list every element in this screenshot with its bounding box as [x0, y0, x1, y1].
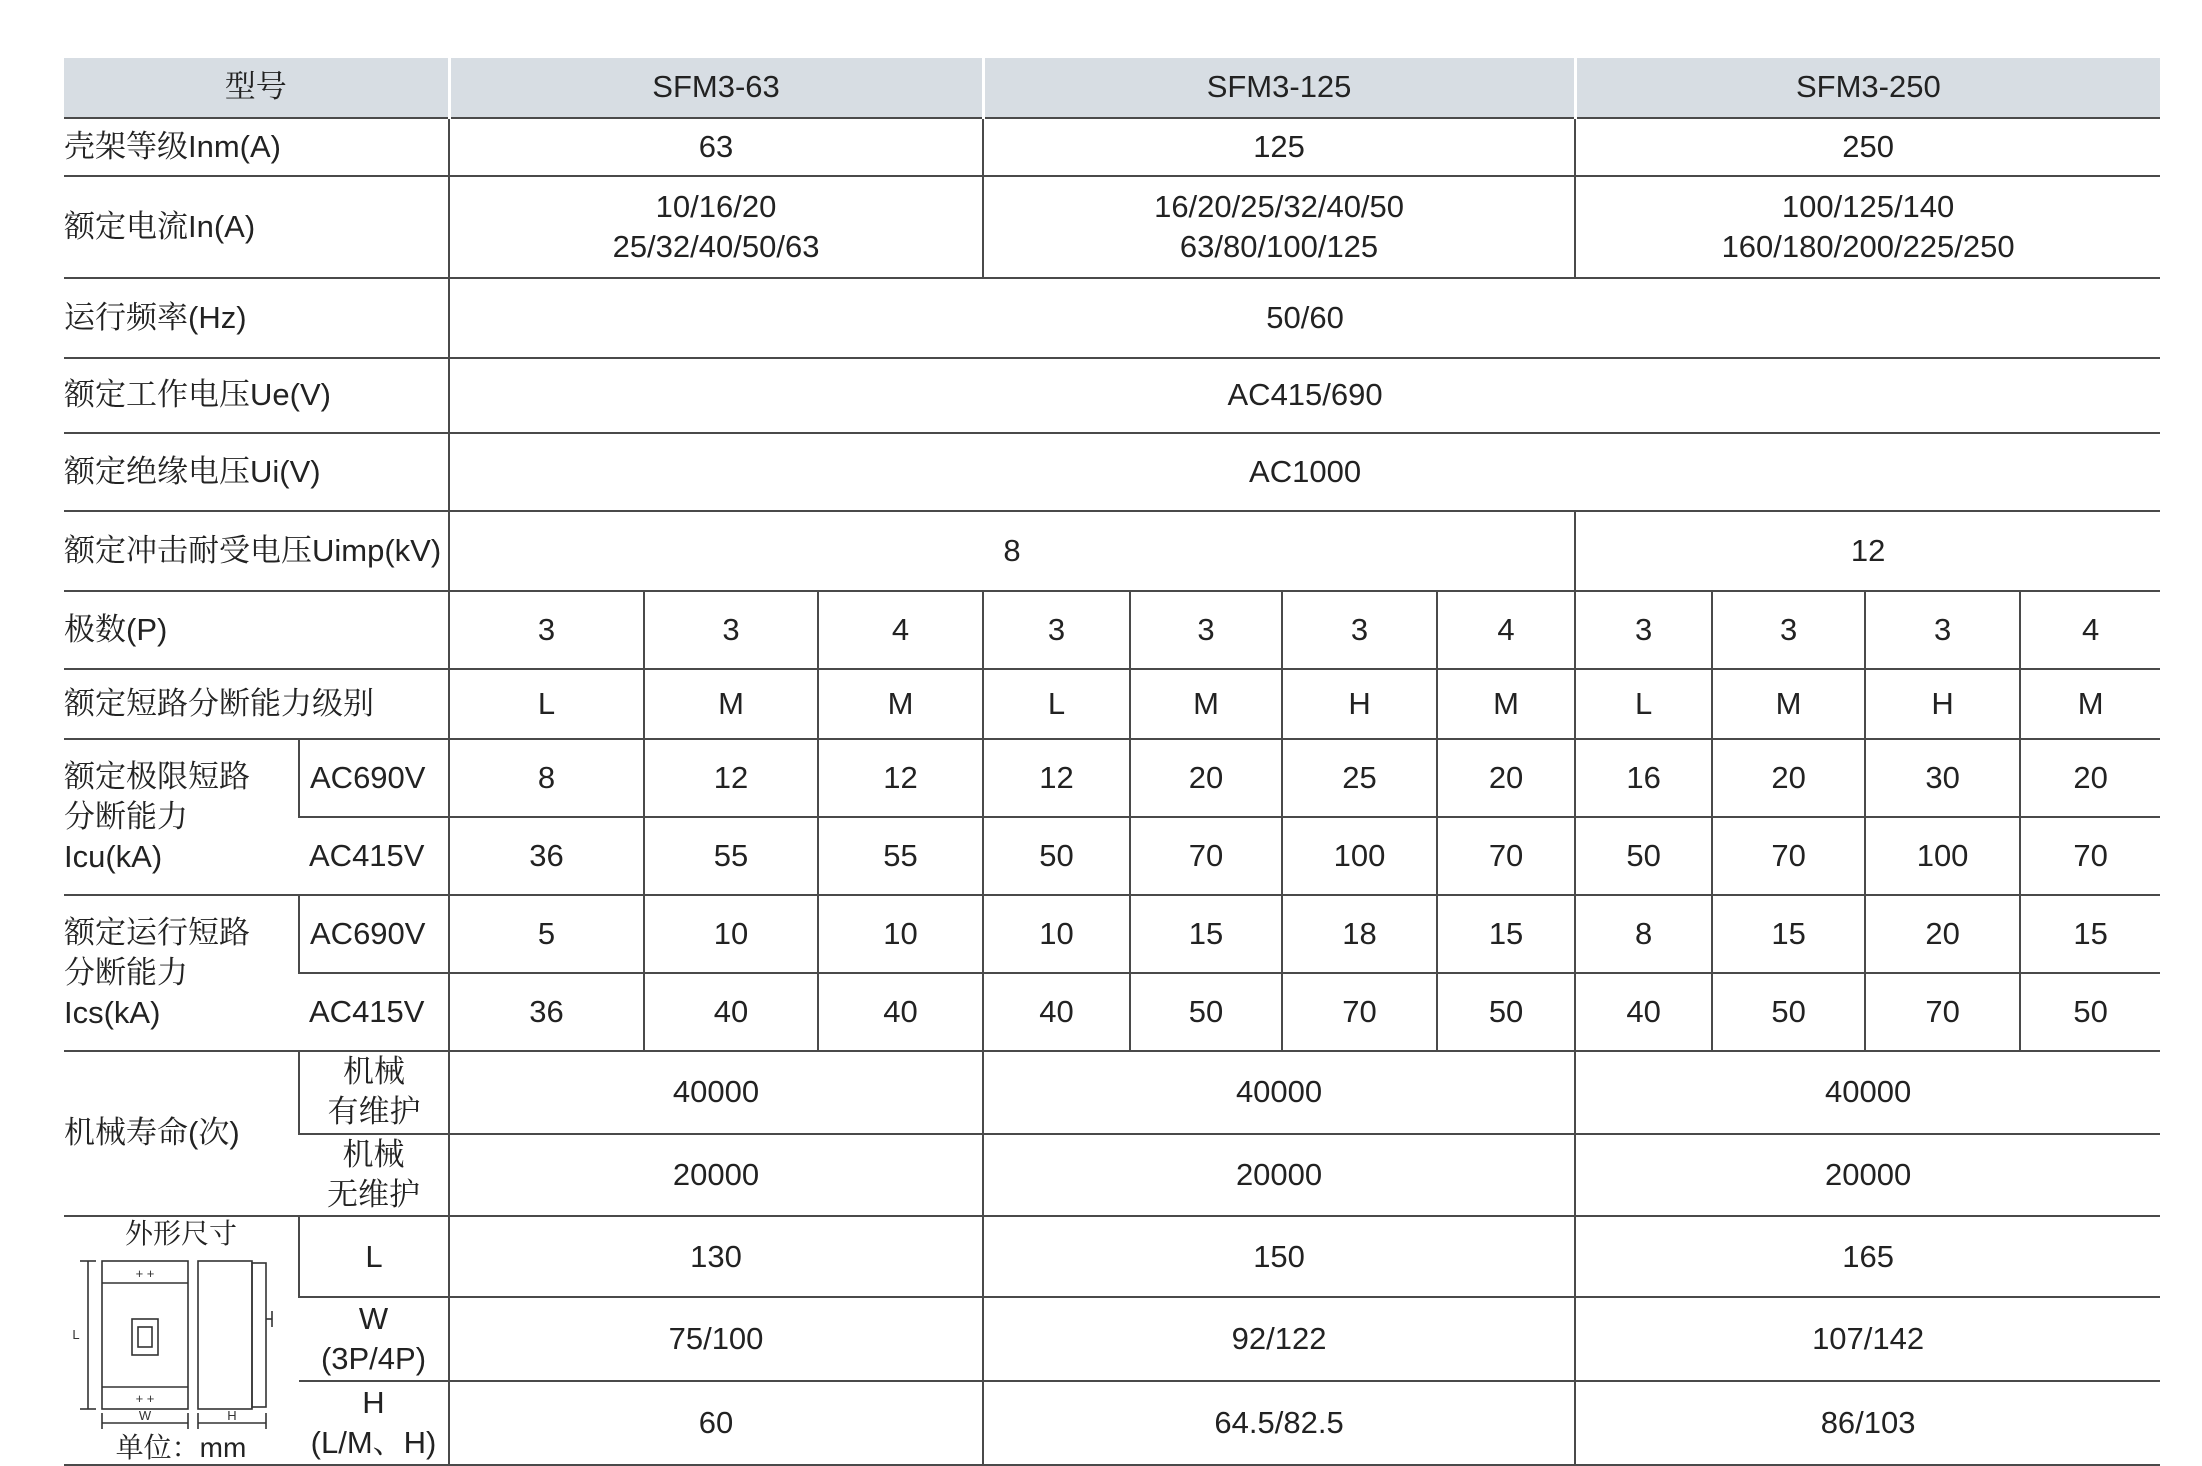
- breaking-level-row: [64, 669, 2160, 739]
- sub-line: 无维护: [327, 1176, 420, 1212]
- insulation-voltage-row: [64, 433, 2160, 511]
- header-row: [64, 58, 2160, 118]
- diagram-w-label: W: [138, 1407, 152, 1423]
- frequency-row: [64, 278, 2160, 358]
- ics-value: 15: [1712, 895, 1865, 973]
- dimension-unit: 单位：mm: [115, 1431, 247, 1463]
- mech-life-sub: [299, 1051, 449, 1134]
- dim-w-row: [64, 1297, 2160, 1381]
- icu-value: 70: [1437, 817, 1575, 895]
- icu-voltage: AC690V: [299, 739, 449, 817]
- icu-value: 20: [1437, 739, 1575, 817]
- icu-value: 12: [818, 739, 983, 817]
- icu-value: 70: [1130, 817, 1282, 895]
- sub-line: 有维护: [327, 1094, 421, 1130]
- dim-value: 107/142: [1575, 1297, 2160, 1381]
- mech-life-label: 机械寿命(次): [64, 1051, 299, 1216]
- diagram-plus-bottom: + +: [135, 1390, 155, 1406]
- ics-value: 70: [1282, 973, 1437, 1051]
- breaker-outline-diagram: [66, 1251, 296, 1431]
- mech-life-value: 40000: [983, 1051, 1575, 1134]
- ics-value: 50: [1437, 973, 1575, 1051]
- value-line: 160/180/200/225/250: [1721, 229, 2015, 264]
- icu-value: 36: [449, 817, 644, 895]
- ics-value: 10: [644, 895, 818, 973]
- ics-value: 8: [1575, 895, 1712, 973]
- ics-value: 10: [983, 895, 1130, 973]
- dimension-cell: [64, 1216, 299, 1465]
- poles-label: 极数(P): [64, 591, 449, 669]
- frequency-value: 50/60: [449, 278, 2160, 358]
- breaking-level-value: H: [1282, 669, 1437, 739]
- label-line: Icu(kA): [64, 839, 163, 875]
- ics-value: 70: [1865, 973, 2020, 1051]
- value-line: 16/20/25/32/40/50: [1154, 188, 1405, 224]
- ics-value: 15: [1130, 895, 1282, 973]
- sub-line: L: [365, 1238, 383, 1274]
- ics-value: 50: [2020, 973, 2160, 1051]
- icu-value: 50: [1575, 817, 1712, 895]
- breaking-level-value: H: [1865, 669, 2020, 739]
- icu-value: 100: [1865, 817, 2020, 895]
- breaking-level-value: M: [1437, 669, 1575, 739]
- icu-value: 16: [1575, 739, 1712, 817]
- model-name: SFM3-125: [983, 58, 1575, 118]
- icu-value: 55: [644, 817, 818, 895]
- sub-line: (L/M、H): [310, 1425, 437, 1461]
- breaking-level-value: M: [644, 669, 818, 739]
- icu-415-row: [64, 817, 2160, 895]
- mech-life-row: [64, 1134, 2160, 1217]
- dim-sub: [299, 1216, 449, 1297]
- ics-value: 20: [1865, 895, 2020, 973]
- dim-value: 150: [983, 1216, 1575, 1297]
- mech-life-value: 40000: [1575, 1051, 2160, 1134]
- breaking-level-value: L: [1575, 669, 1712, 739]
- label-line: 分断能力: [64, 798, 188, 834]
- ics-value: 50: [1712, 973, 1865, 1051]
- rated-current-value: [1575, 176, 2160, 278]
- impulse-voltage-value: 12: [1575, 511, 2160, 591]
- poles-value: 3: [1130, 591, 1282, 669]
- impulse-voltage-value: 8: [449, 511, 1575, 591]
- diagram-h-label: H: [227, 1407, 237, 1423]
- label-line: Ics(kA): [64, 995, 161, 1031]
- ics-voltage: AC415V: [299, 973, 449, 1051]
- ics-value: 40: [983, 973, 1130, 1051]
- icu-value: 20: [1130, 739, 1282, 817]
- icu-value: 20: [1712, 739, 1865, 817]
- poles-value: 3: [1712, 591, 1865, 669]
- rated-current-value: [449, 176, 983, 278]
- ics-value: 50: [1130, 973, 1282, 1051]
- poles-value: 4: [818, 591, 983, 669]
- poles-value: 4: [1437, 591, 1575, 669]
- poles-value: 3: [1282, 591, 1437, 669]
- dim-value: 165: [1575, 1216, 2160, 1297]
- ics-415-row: [64, 973, 2160, 1051]
- value-line: 25/32/40/50/63: [612, 229, 820, 264]
- ics-value: 40: [644, 973, 818, 1051]
- ics-value: 10: [818, 895, 983, 973]
- icu-value: 70: [2020, 817, 2160, 895]
- rated-current-label: 额定电流In(A): [64, 176, 449, 278]
- rated-voltage-label: 额定工作电压Ue(V): [64, 358, 449, 433]
- model-name: SFM3-250: [1575, 58, 2160, 118]
- ics-value: 36: [449, 973, 644, 1051]
- poles-row: [64, 591, 2160, 669]
- sub-line: 机械: [343, 1054, 405, 1089]
- value-line: 63/80/100/125: [1179, 229, 1379, 264]
- diagram-l-label: L: [72, 1326, 80, 1342]
- mech-life-value: 40000: [449, 1051, 983, 1134]
- ics-value: 15: [1437, 895, 1575, 973]
- mech-life-row: [64, 1051, 2160, 1134]
- icu-value: 25: [1282, 739, 1437, 817]
- mech-life-value: 20000: [983, 1134, 1575, 1217]
- icu-value: 12: [644, 739, 818, 817]
- icu-value: 100: [1282, 817, 1437, 895]
- icu-value: 70: [1712, 817, 1865, 895]
- icu-value: 12: [983, 739, 1130, 817]
- label-line: 额定运行短路: [64, 914, 250, 950]
- dimension-box: [64, 1217, 298, 1464]
- dim-value: 75/100: [449, 1297, 983, 1381]
- sub-line: W: [358, 1301, 389, 1337]
- value-line: 10/16/20: [655, 188, 777, 224]
- breaking-level-value: L: [449, 669, 644, 739]
- ics-label: [64, 895, 299, 1051]
- diagram-plus-top: + +: [135, 1265, 155, 1281]
- rated-voltage-row: [64, 358, 2160, 433]
- breaking-level-value: M: [1712, 669, 1865, 739]
- dim-value: 130: [449, 1216, 983, 1297]
- icu-value: 30: [1865, 739, 2020, 817]
- impulse-voltage-row: [64, 511, 2160, 591]
- breaking-level-value: L: [983, 669, 1130, 739]
- mech-life-value: 20000: [1575, 1134, 2160, 1217]
- spec-table: [64, 58, 2160, 1466]
- icu-690-row: [64, 739, 2160, 817]
- dim-h-row: [64, 1381, 2160, 1465]
- dim-l-row: [64, 1216, 2160, 1297]
- label-line: 分断能力: [64, 954, 188, 990]
- rated-current-row: [64, 176, 2160, 278]
- ics-value: 15: [2020, 895, 2160, 973]
- frame-rating-value: 125: [983, 118, 1575, 176]
- dim-value: 92/122: [983, 1297, 1575, 1381]
- breaking-level-value: M: [818, 669, 983, 739]
- mech-life-value: 20000: [449, 1134, 983, 1217]
- frame-rating-value: 250: [1575, 118, 2160, 176]
- dimension-title: 外形尺寸: [124, 1218, 237, 1250]
- insulation-voltage-label: 额定绝缘电压Ui(V): [64, 433, 449, 511]
- sub-line: H: [362, 1385, 385, 1421]
- ics-value: 5: [449, 895, 644, 973]
- frequency-label: 运行频率(Hz): [64, 278, 449, 358]
- side-view-body: [198, 1261, 252, 1409]
- poles-value: 4: [2020, 591, 2160, 669]
- insulation-voltage-value: AC1000: [449, 433, 2160, 511]
- label-line: 额定极限短路: [64, 758, 250, 794]
- icu-value: 20: [2020, 739, 2160, 817]
- icu-value: 50: [983, 817, 1130, 895]
- dim-sub: [299, 1297, 449, 1381]
- dim-value: 64.5/82.5: [983, 1381, 1575, 1465]
- breaking-level-label: 额定短路分断能力级别: [64, 669, 449, 739]
- ics-value: 18: [1282, 895, 1437, 973]
- poles-value: 3: [449, 591, 644, 669]
- ics-value: 40: [818, 973, 983, 1051]
- frame-rating-label: 壳架等级Inm(A): [64, 118, 449, 176]
- front-view-handle: [132, 1319, 158, 1355]
- frame-rating-row: [64, 118, 2160, 176]
- dim-sub: [299, 1381, 449, 1465]
- model-label: 型号: [64, 58, 449, 118]
- ics-690-row: [64, 895, 2160, 973]
- breaking-level-value: M: [1130, 669, 1282, 739]
- rated-voltage-value: AC415/690: [449, 358, 2160, 433]
- icu-value: 8: [449, 739, 644, 817]
- frame-rating-value: 63: [449, 118, 983, 176]
- poles-value: 3: [1865, 591, 2020, 669]
- value-line: 100/125/140: [1781, 188, 1955, 224]
- poles-value: 3: [644, 591, 818, 669]
- poles-value: 3: [983, 591, 1130, 669]
- sub-line: (3P/4P): [320, 1341, 427, 1377]
- dim-value: 60: [449, 1381, 983, 1465]
- icu-voltage: AC415V: [299, 817, 449, 895]
- breaking-level-value: M: [2020, 669, 2160, 739]
- ics-voltage: AC690V: [299, 895, 449, 973]
- poles-value: 3: [1575, 591, 1712, 669]
- ics-value: 40: [1575, 973, 1712, 1051]
- mech-life-sub: [299, 1134, 449, 1217]
- dim-value: 86/103: [1575, 1381, 2160, 1465]
- icu-value: 55: [818, 817, 983, 895]
- impulse-voltage-label: 额定冲击耐受电压Uimp(kV): [64, 511, 449, 591]
- rated-current-value: [983, 176, 1575, 278]
- icu-label: [64, 739, 299, 895]
- sub-line: 机械: [342, 1136, 405, 1172]
- model-name: SFM3-63: [449, 58, 983, 118]
